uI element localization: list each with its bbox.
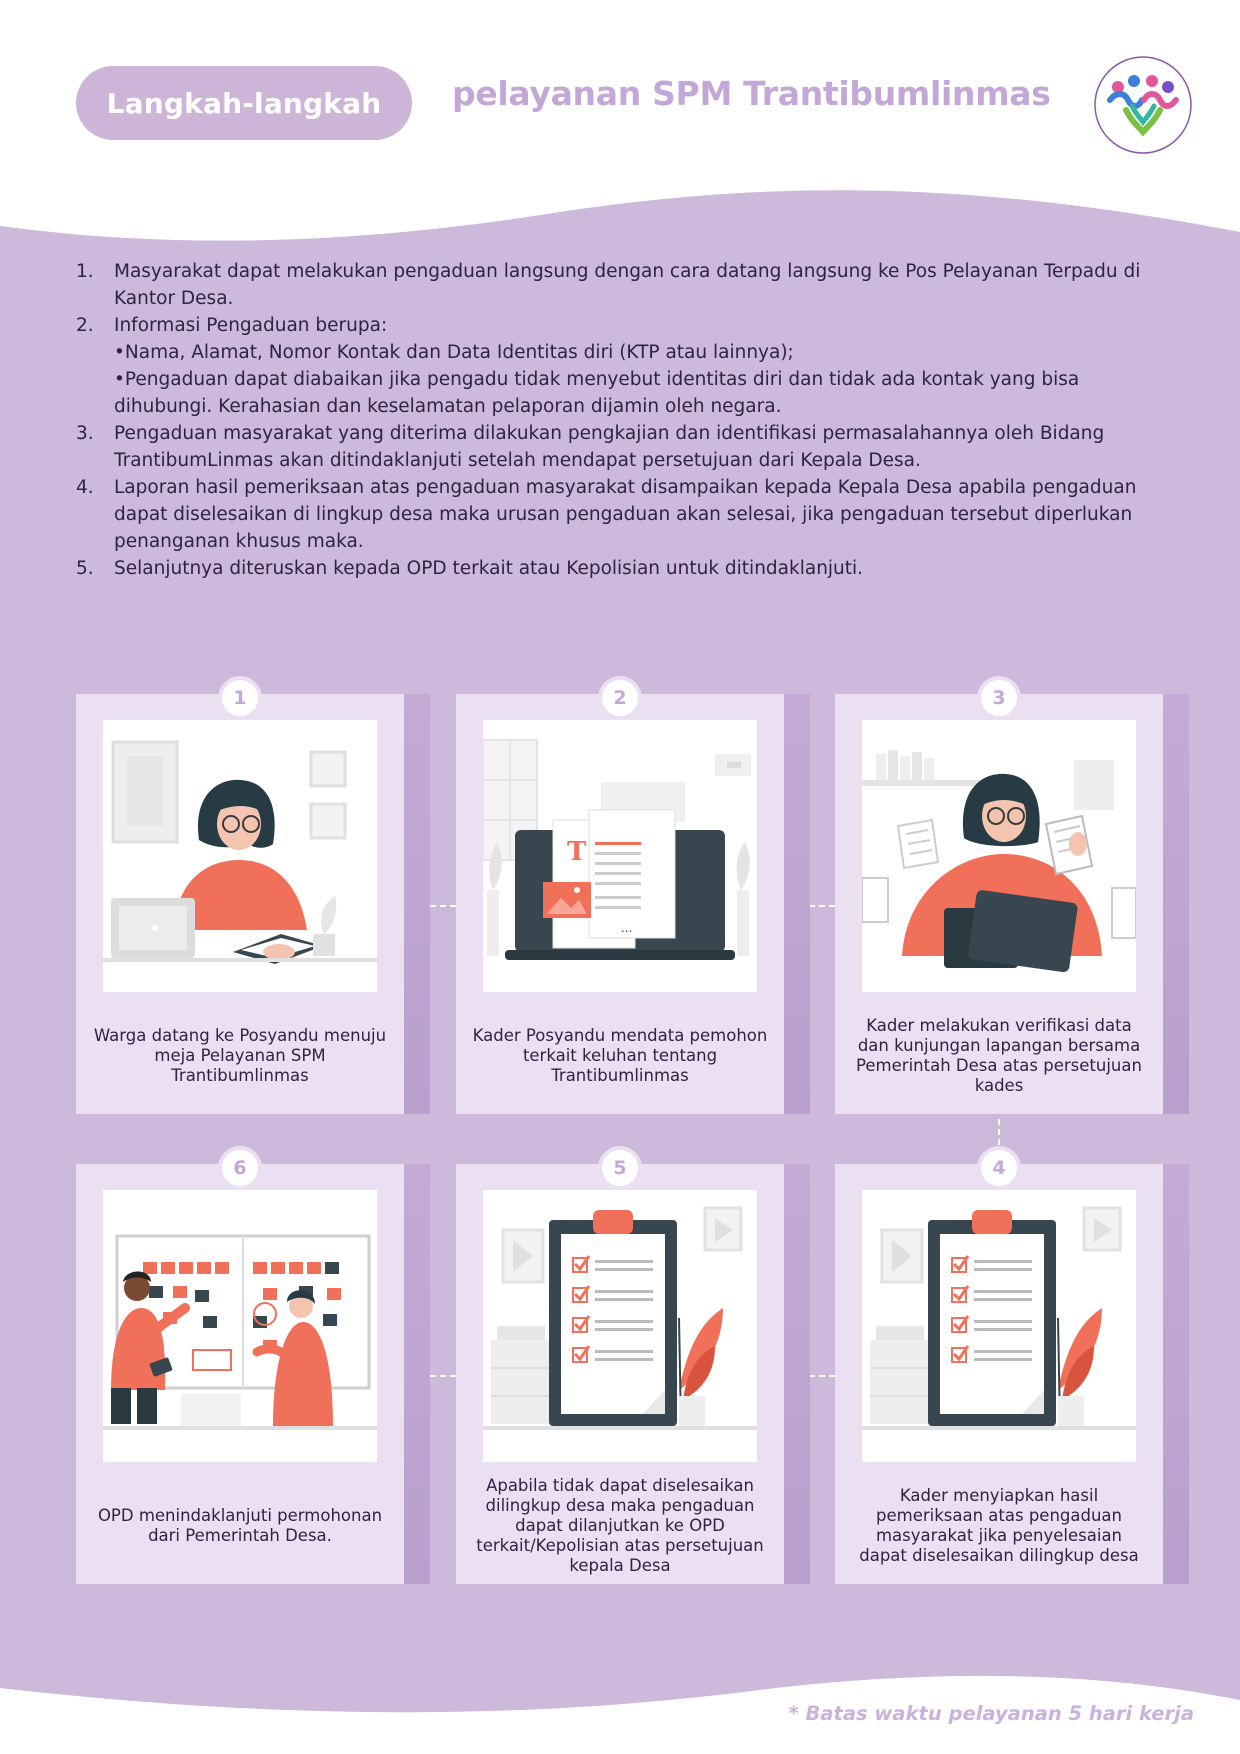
card-shadow [784,694,810,1114]
illustration-woman-laptop-book [103,720,377,992]
step-caption: Kader menyiapkan hasil pemeriksaan atas pengaduan masyarakat jika penyelesaian dapat diselesaikan dilingkup desa [859,1486,1139,1565]
step-card-1 [76,687,404,1114]
step-number: 1. [76,261,94,282]
card-shadow [404,1164,430,1584]
connector-2-3 [809,905,835,907]
step-caption: Kader melakukan verifikasi data dan kunjungan lapangan bersama Pemerintah Desa atas persetujuan kades [856,1016,1142,1095]
step-caption: Kader Posyandu mendata pemohon terkait keluhan tentang Trantibumlinmas [472,1026,768,1085]
step-card-5 [456,1157,784,1584]
card-shadow [784,1164,810,1584]
step-text: Masyarakat dapat melakukan pengaduan langsung dengan cara datang langsung ke Pos Pelayanan Terpadu di Kantor Desa. [114,261,1141,309]
step-text: Laporan hasil pemeriksaan atas pengaduan masyarakat disampaikan kepada Kepala Desa apabila pengaduan dapat diselesaikan di lingkup desa maka urusan pengaduan akan selesai, jika pengaduan tersebut diperlukan penanganan khusus maka. [114,477,1137,552]
step-card-4 [835,1157,1163,1584]
step-badge: 4 [977,1146,1021,1190]
list-item [76,474,1156,555]
steps-list [76,258,1156,582]
illustration-team-board [103,1190,377,1462]
connector-1-2 [430,905,456,907]
svg-text:...: ... [621,921,633,935]
connector-4-5 [809,1375,835,1377]
step-badge: 3 [977,676,1021,720]
svg-text:T: T [567,837,587,867]
card-shadow [1163,694,1189,1114]
step-card-6 [76,1157,404,1584]
illustration-woman-documents [862,720,1136,992]
step-text: Informasi Pengaduan berupa: [114,315,388,336]
step-badge: 1 [218,676,262,720]
card-shadow [404,694,430,1114]
step-caption: Apabila tidak dapat diselesaikan dilingkup desa maka pengaduan dapat dilanjutkan ke OPD terkait/Kepolisian atas persetujuan kepala Desa [476,1476,764,1575]
step-subtext: •Nama, Alamat, Nomor Kontak dan Data Identitas diri (KTP atau lainnya); [114,342,794,363]
illustration-clipboard-checklist [483,1190,757,1462]
step-number: 4. [76,477,94,498]
step-badge: 2 [598,676,642,720]
step-number: 3. [76,423,94,444]
list-item [76,312,1156,420]
list-item [76,420,1156,474]
step-subtext: •Pengaduan dapat diabaikan jika pengadu tidak menyebut identitas diri dan tidak ada kontak yang bisa dihubungi. Kerahasian dan keselamatan pelaporan dijamin oleh negara. [114,369,1080,417]
illustration-laptop-document [483,720,757,992]
step-caption: OPD menindaklanjuti permohonan dari Pemerintah Desa. [97,1506,383,1545]
step-text: Pengaduan masyarakat yang diterima dilakukan pengkajian dan identifikasi permasalahannya oleh Bidang TrantibumLinmas akan ditindaklanjuti setelah mendapat persetujuan dari Kepala Desa. [114,423,1105,471]
service-time-footnote: * Batas waktu pelayanan 5 hari kerja [788,1702,1194,1725]
step-text: Selanjutnya diteruskan kepada OPD terkait atau Kepolisian untuk ditindaklanjuti. [114,558,864,579]
list-item [76,258,1156,312]
logo-icon [1092,54,1194,156]
step-number: 5. [76,558,94,579]
steps-pill-label [76,66,412,140]
pill-text: Langkah-langkah [106,86,382,120]
step-badge: 6 [218,1146,262,1190]
step-card-2 [456,687,784,1114]
illustration-clipboard-checklist [862,1190,1136,1462]
card-shadow [1163,1164,1189,1584]
connector-5-6 [430,1375,456,1377]
step-card-3 [835,687,1163,1114]
step-badge: 5 [598,1146,642,1190]
page-title: pelayanan SPM Trantibumlinmas [452,74,1051,113]
list-item [76,555,1156,582]
step-number: 2. [76,315,94,336]
step-caption: Warga datang ke Posyandu menuju meja Pelayanan SPM Trantibumlinmas [93,1026,387,1085]
